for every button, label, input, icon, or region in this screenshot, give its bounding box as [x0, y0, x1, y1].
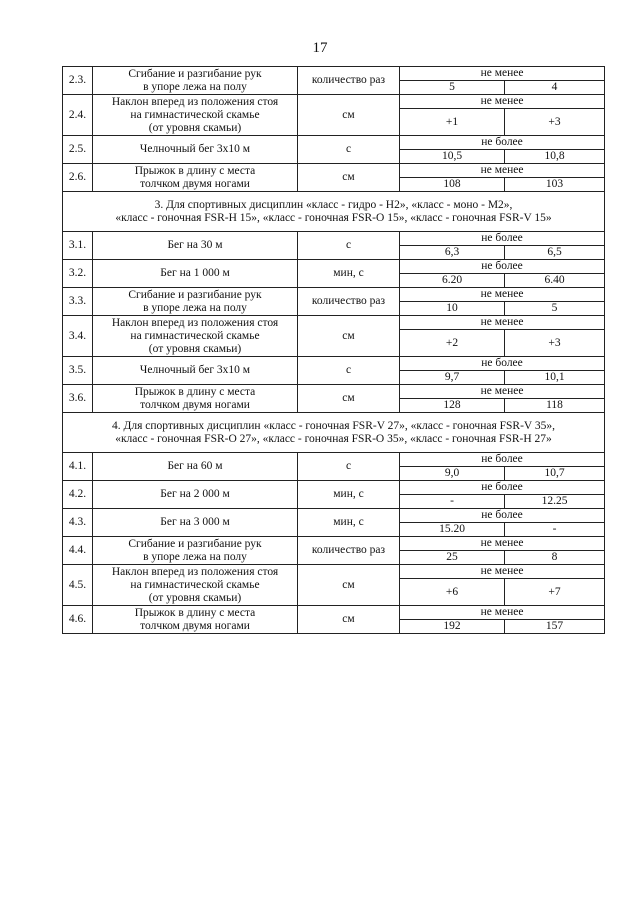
exercise-name-line: в упоре лежа на полу	[143, 550, 247, 563]
unit: мин, с	[298, 481, 400, 509]
table-row	[63, 95, 605, 109]
unit: количество раз	[298, 537, 400, 565]
exercise-name-line: Бег на 30 м	[167, 239, 223, 251]
exercise-name-line: толчком двумя ногами	[140, 619, 250, 632]
exercise-name-line: толчком двумя ногами	[140, 177, 250, 190]
value-2: 157	[505, 620, 605, 634]
exercise-name-line: Наклон вперед из положения стоя	[111, 95, 279, 108]
exercise-name-line: на гимнастической скамье	[130, 108, 260, 121]
condition: не более	[400, 357, 605, 371]
exercise-name	[93, 136, 298, 164]
table-row	[63, 288, 605, 302]
exercise-name	[93, 260, 298, 288]
row-number: 4.3.	[63, 509, 93, 537]
condition: не более	[400, 453, 605, 467]
exercise-name	[93, 537, 298, 565]
unit: см	[298, 606, 400, 634]
exercise-name	[93, 95, 298, 136]
exercise-name	[93, 288, 298, 316]
value-1: +2	[400, 330, 505, 357]
exercise-name	[93, 164, 298, 192]
condition: не менее	[400, 164, 605, 178]
row-number: 3.6.	[63, 385, 93, 413]
row-number: 4.4.	[63, 537, 93, 565]
table-row	[63, 565, 605, 579]
exercise-name	[93, 357, 298, 385]
row-number: 3.3.	[63, 288, 93, 316]
standards-table	[62, 66, 605, 634]
value-1: 10	[400, 302, 505, 316]
value-2: 10,8	[505, 150, 605, 164]
value-2: 10,7	[505, 467, 605, 481]
unit: см	[298, 385, 400, 413]
unit: мин, с	[298, 509, 400, 537]
exercise-name-line: Прыжок в длину с места	[134, 606, 256, 619]
exercise-name-line: в упоре лежа на полу	[143, 301, 247, 314]
standards-table-body	[63, 67, 605, 634]
table-row	[63, 260, 605, 274]
exercise-name	[93, 481, 298, 509]
value-2: +3	[505, 330, 605, 357]
value-2: 6.40	[505, 274, 605, 288]
condition: не менее	[400, 288, 605, 302]
exercise-name-line: на гимнастической скамье	[130, 578, 260, 591]
value-1: 108	[400, 178, 505, 192]
exercise-name-line: (от уровня скамьи)	[148, 591, 242, 604]
unit: см	[298, 164, 400, 192]
unit: см	[298, 565, 400, 606]
exercise-name	[93, 565, 298, 606]
exercise-name-line: (от уровня скамьи)	[148, 342, 242, 355]
exercise-name-line: на гимнастической скамье	[130, 329, 260, 342]
condition: не более	[400, 260, 605, 274]
value-2: 103	[505, 178, 605, 192]
condition: не менее	[400, 67, 605, 81]
table-row	[63, 537, 605, 551]
condition: не менее	[400, 385, 605, 399]
row-number: 2.4.	[63, 95, 93, 136]
value-2: 118	[505, 399, 605, 413]
condition: не менее	[400, 565, 605, 579]
value-1: -	[400, 495, 505, 509]
unit: с	[298, 136, 400, 164]
section-title	[63, 413, 605, 453]
value-2: +3	[505, 109, 605, 136]
value-1: 10,5	[400, 150, 505, 164]
table-row	[63, 316, 605, 330]
unit: с	[298, 232, 400, 260]
exercise-name	[93, 606, 298, 634]
exercise-name-line: Наклон вперед из положения стоя	[111, 316, 279, 329]
exercise-name-line: в упоре лежа на полу	[143, 80, 247, 93]
table-row	[63, 67, 605, 81]
row-number: 3.5.	[63, 357, 93, 385]
table-row	[63, 136, 605, 150]
row-number: 3.2.	[63, 260, 93, 288]
value-2: 5	[505, 302, 605, 316]
unit: см	[298, 95, 400, 136]
value-1: 128	[400, 399, 505, 413]
exercise-name-line: Челночный бег 3x10 м	[139, 364, 251, 376]
value-2: 12.25	[505, 495, 605, 509]
unit: см	[298, 316, 400, 357]
section-title	[63, 192, 605, 232]
table-row	[63, 357, 605, 371]
value-1: 6.20	[400, 274, 505, 288]
table-row	[63, 453, 605, 467]
unit: с	[298, 357, 400, 385]
value-2: 6,5	[505, 246, 605, 260]
exercise-name-line: толчком двумя ногами	[140, 398, 250, 411]
exercise-name-line: Бег на 3 000 м	[160, 516, 230, 528]
section-header-row	[63, 413, 605, 453]
section-title-line: «класс - гоночная FSR-H 15», «класс - гоночная FSR-O 15», «класс - гоночная FSR-V 15»	[115, 211, 552, 224]
exercise-name	[93, 67, 298, 95]
row-number: 2.3.	[63, 67, 93, 95]
exercise-name-line: Наклон вперед из положения стоя	[111, 565, 279, 578]
table-row	[63, 164, 605, 178]
row-number: 2.5.	[63, 136, 93, 164]
condition: не менее	[400, 316, 605, 330]
exercise-name-line: Бег на 2 000 м	[160, 488, 230, 500]
section-header-row	[63, 192, 605, 232]
exercise-name-line: Сгибание и разгибание рук	[128, 67, 262, 80]
value-1: +1	[400, 109, 505, 136]
condition: не более	[400, 232, 605, 246]
exercise-name	[93, 316, 298, 357]
row-number: 3.1.	[63, 232, 93, 260]
table-row	[63, 481, 605, 495]
table-row	[63, 385, 605, 399]
value-2: +7	[505, 579, 605, 606]
exercise-name-line: Бег на 60 м	[167, 460, 223, 472]
unit: мин, с	[298, 260, 400, 288]
row-number: 4.1.	[63, 453, 93, 481]
value-1: 192	[400, 620, 505, 634]
exercise-name-line: Прыжок в длину с места	[134, 385, 256, 398]
unit: количество раз	[298, 288, 400, 316]
value-1: 25	[400, 551, 505, 565]
value-1: 9,0	[400, 467, 505, 481]
section-title-line: «класс - гоночная FSR-O 27», «класс - гоночная FSR-O 35», «класс - гоночная FSR-H 27»	[115, 432, 552, 445]
condition: не менее	[400, 606, 605, 620]
row-number: 2.6.	[63, 164, 93, 192]
exercise-name	[93, 385, 298, 413]
condition: не менее	[400, 537, 605, 551]
condition: не более	[400, 136, 605, 150]
exercise-name-line: Сгибание и разгибание рук	[128, 537, 262, 550]
unit: с	[298, 453, 400, 481]
exercise-name-line: Челночный бег 3x10 м	[139, 143, 251, 155]
value-1: 5	[400, 81, 505, 95]
value-1: 6,3	[400, 246, 505, 260]
table-row	[63, 509, 605, 523]
table-row	[63, 606, 605, 620]
condition: не более	[400, 509, 605, 523]
value-1: 15.20	[400, 523, 505, 537]
exercise-name	[93, 453, 298, 481]
section-title-line: 4. Для спортивных дисциплин «класс - гоночная FSR-V 27», «класс - гоночная FSR-V 35»,	[111, 419, 556, 432]
exercise-name-line: (от уровня скамьи)	[148, 121, 242, 134]
row-number: 4.6.	[63, 606, 93, 634]
condition: не более	[400, 481, 605, 495]
exercise-name-line: Бег на 1 000 м	[160, 267, 230, 279]
exercise-name	[93, 232, 298, 260]
exercise-name-line: Прыжок в длину с места	[134, 164, 256, 177]
value-2: -	[505, 523, 605, 537]
exercise-name-line: Сгибание и разгибание рук	[128, 288, 262, 301]
unit: количество раз	[298, 67, 400, 95]
row-number: 3.4.	[63, 316, 93, 357]
condition: не менее	[400, 95, 605, 109]
value-1: +6	[400, 579, 505, 606]
value-2: 4	[505, 81, 605, 95]
table-row	[63, 232, 605, 246]
value-2: 10,1	[505, 371, 605, 385]
value-1: 9,7	[400, 371, 505, 385]
section-title-line: 3. Для спортивных дисциплин «класс - гидро - H2», «класс - моно - M2»,	[154, 198, 513, 211]
value-2: 8	[505, 551, 605, 565]
exercise-name	[93, 509, 298, 537]
row-number: 4.2.	[63, 481, 93, 509]
row-number: 4.5.	[63, 565, 93, 606]
page-number: 17	[312, 40, 328, 56]
